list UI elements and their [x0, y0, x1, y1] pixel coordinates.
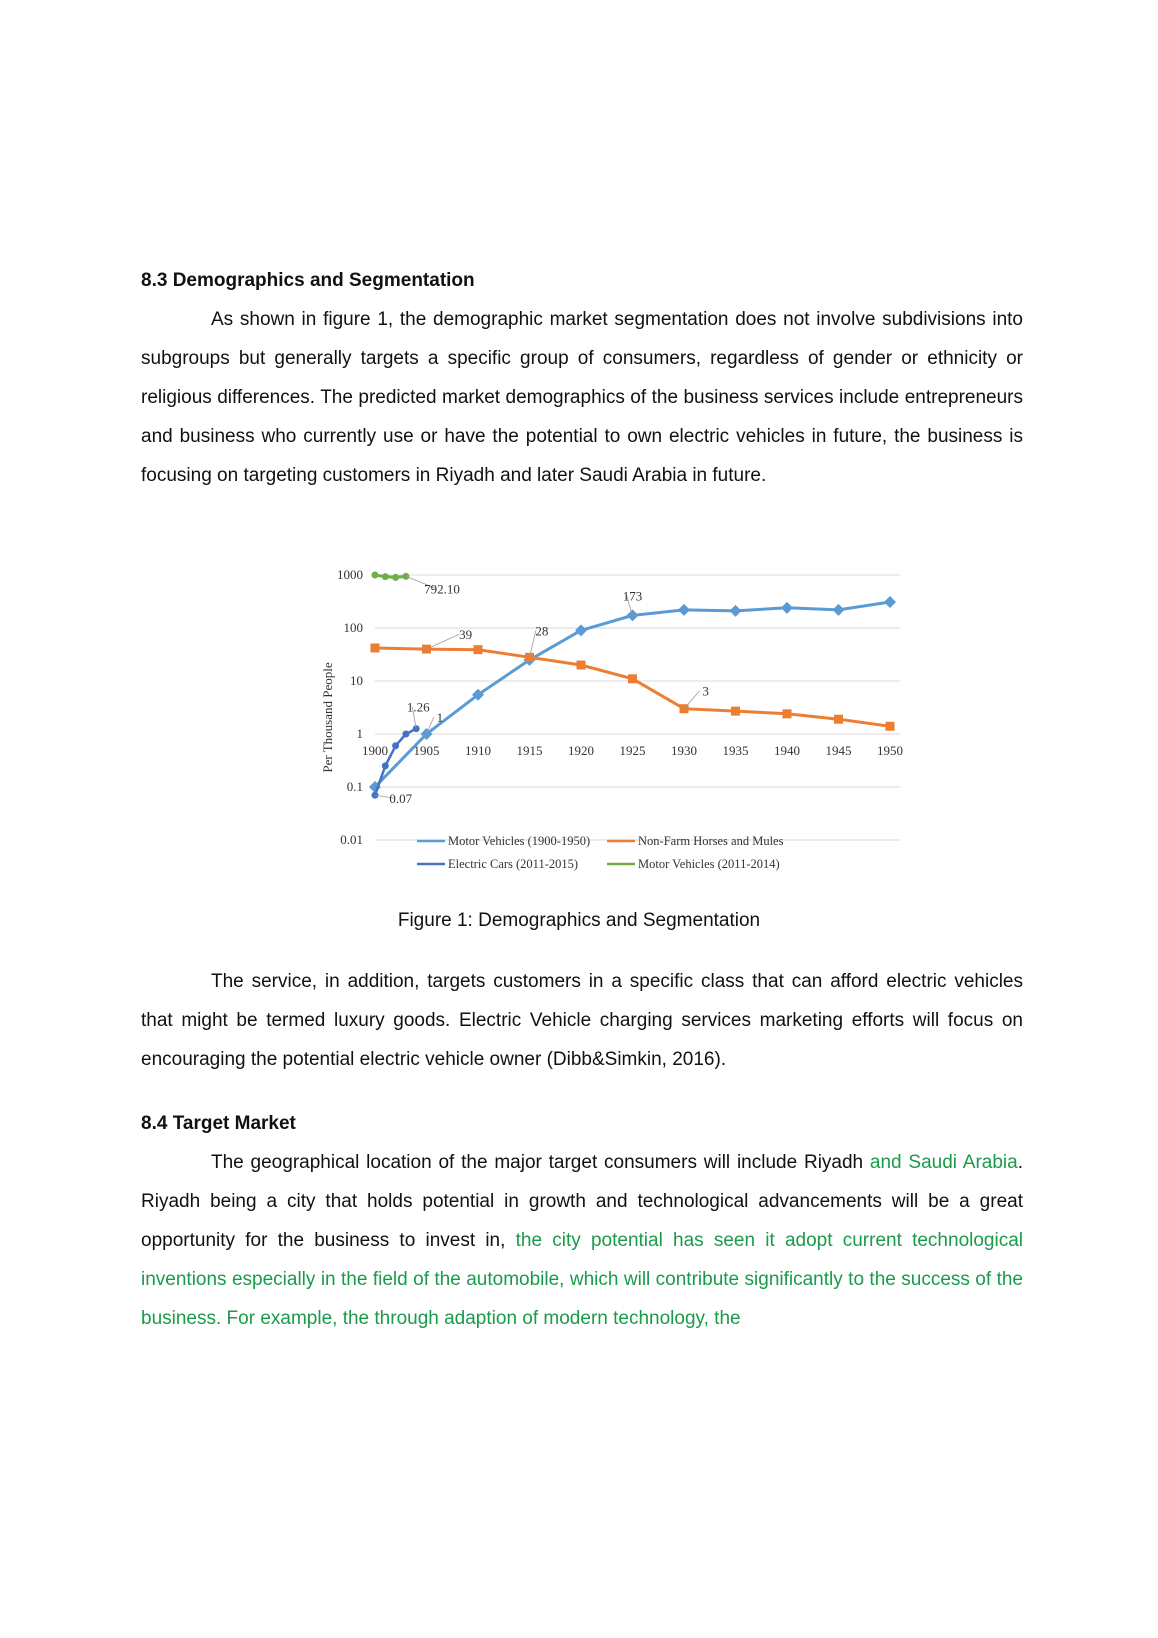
- legend-entry: Motor Vehicles (1900-1950): [448, 834, 591, 848]
- y-tick-label: 1000: [337, 567, 363, 582]
- data-point: [730, 605, 742, 617]
- target-text-c: . Riyadh being a city that holds potential in growth and technological advancements will be a great opportunity for the business to invest in,: [141, 1152, 1023, 1251]
- x-tick-label: 1935: [722, 743, 749, 758]
- data-point: [833, 604, 845, 616]
- legend-entry: Non-Farm Horses and Mules: [638, 834, 784, 848]
- x-tick-label: 1910: [465, 743, 491, 758]
- legend-entry: Motor Vehicles (2011-2014): [638, 857, 780, 871]
- x-tick-label: 1940: [774, 743, 800, 758]
- data-point: [382, 762, 389, 769]
- y-tick-label: 1: [356, 726, 363, 741]
- figure-caption: Figure 1: Demographics and Segmentation: [397, 910, 761, 931]
- series-line: [375, 602, 890, 787]
- data-point: [402, 731, 409, 738]
- annotation-leader: [684, 691, 700, 709]
- data-point: [575, 624, 587, 636]
- data-point: [781, 602, 793, 614]
- annotation-leader: [427, 634, 460, 649]
- data-point: [382, 573, 389, 580]
- data-point: [392, 574, 399, 581]
- target-text-a: The geographical location of the major target consumers will include Riyadh: [211, 1152, 870, 1173]
- target-text-d: the city potential has seen it adopt current technological inventions especially in the field of the automobile, which will contribute significantly to the success of the business. For example, the through adaption of modern technology, the: [141, 1230, 1023, 1329]
- data-point: [678, 604, 690, 616]
- data-point: [834, 715, 843, 724]
- legend-entry: Electric Cars (2011-2015): [448, 857, 579, 871]
- data-point: [884, 596, 896, 608]
- data-point: [402, 573, 409, 580]
- data-point: [372, 572, 379, 579]
- data-label: 1: [436, 710, 444, 725]
- data-point: [628, 674, 637, 683]
- paragraph-target-market: [141, 1143, 1023, 1338]
- data-label: 792.10: [424, 581, 460, 597]
- paragraph-service-class: The service, in addition, targets customers in a specific class that can afford electric vehicles that might be termed luxury goods. Electric Vehicle charging services marketing efforts will focus on encouraging the potential electric vehicle owner (Dibb&Simkin, 2016).: [141, 971, 1023, 1070]
- y-tick-label: 100: [343, 620, 363, 635]
- y-tick-label: 0.01: [340, 832, 363, 847]
- paragraph-demographics: As shown in figure 1, the demographic market segmentation does not involve subdivisions into subgroups but generally targets a specific group of consumers, regardless of gender or ethnicity or religious differences. The predicted market demographics of the business services include entrepreneurs and business who currently use or have the potential to own electric vehicles in future, the business is focusing on targeting customers in Riyadh and later Saudi Arabia in future.: [141, 309, 1023, 486]
- x-tick-label: 1915: [516, 743, 543, 758]
- target-text-b: and Saudi Arabia: [869, 1152, 1018, 1173]
- demographics-chart: [320, 555, 920, 895]
- x-tick-label: 1930: [671, 743, 697, 758]
- x-tick-label: 1905: [413, 743, 440, 758]
- series-line: [375, 729, 416, 796]
- x-tick-label: 1900: [362, 743, 388, 758]
- data-label: 1.26: [406, 699, 430, 715]
- x-tick-label: 1925: [619, 743, 646, 758]
- data-label: 39: [459, 627, 473, 643]
- data-point: [577, 661, 586, 670]
- x-tick-label: 1950: [877, 743, 903, 758]
- data-point: [392, 742, 399, 749]
- data-point: [731, 707, 740, 716]
- data-point: [474, 645, 483, 654]
- data-point: [886, 722, 895, 731]
- section-heading-demographics: 8.3 Demographics and Segmentation: [141, 270, 475, 291]
- x-tick-label: 1920: [568, 743, 594, 758]
- x-tick-label: 1945: [825, 743, 852, 758]
- section-heading-target-market: 8.4 Target Market: [141, 1113, 296, 1134]
- data-label: 28: [535, 623, 549, 639]
- y-tick-label: 10: [350, 673, 363, 688]
- data-point: [371, 643, 380, 652]
- data-label: 173: [622, 588, 643, 604]
- data-point: [413, 725, 420, 732]
- data-label: 3: [702, 683, 709, 699]
- data-label: 0.07: [389, 791, 413, 807]
- y-tick-label: 0.1: [346, 779, 363, 794]
- data-point: [783, 709, 792, 718]
- y-axis-label: Per Thousand People: [320, 662, 335, 773]
